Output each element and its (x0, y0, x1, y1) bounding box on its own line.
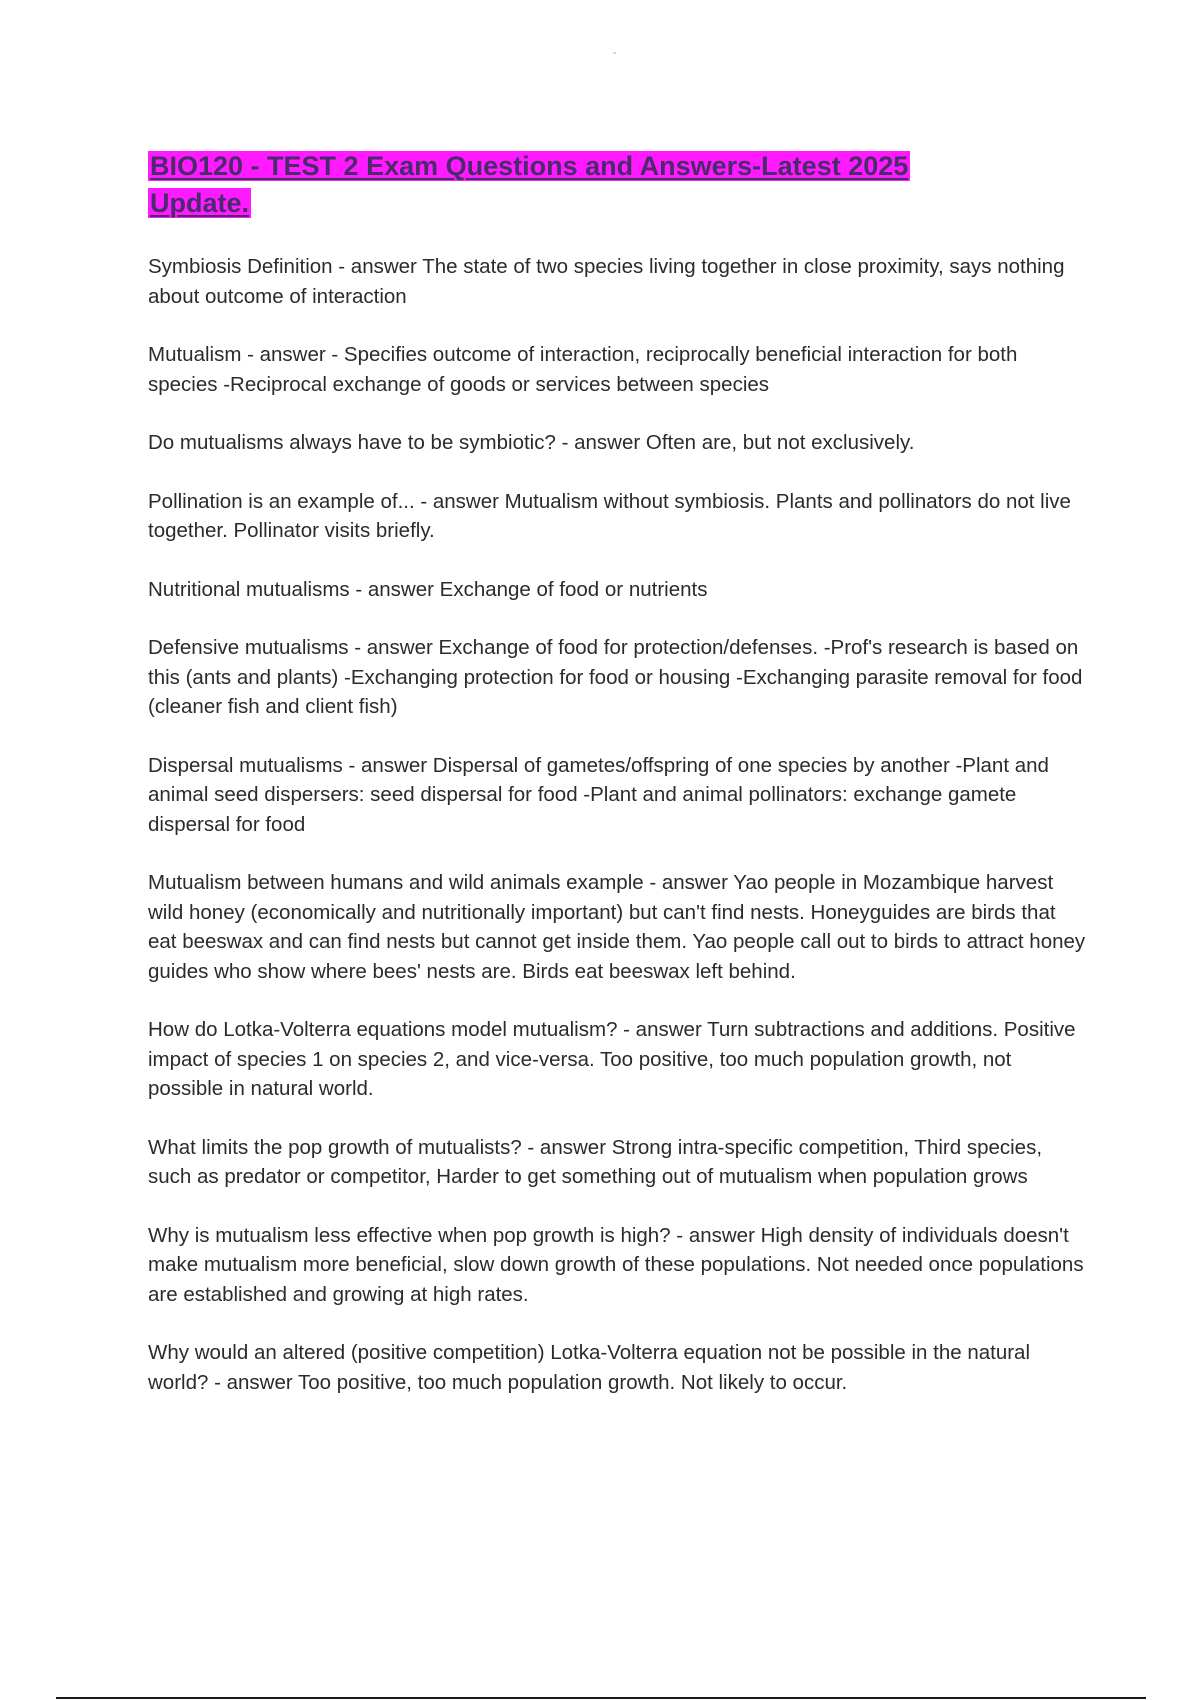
qa-entry-symbiosis-definition: Symbiosis Definition - answer The state of two species living together in close proximity, says nothing about outcome of interaction (148, 255, 1065, 308)
qa-entry-pop-growth-limits: What limits the pop growth of mutualists? - answer Strong intra-specific competition, Third species, such as predator or competitor, Harder to get something out of mutualism when population grows (148, 1135, 1043, 1188)
qa-entry-nutritional-mutualisms: Nutritional mutualisms - answer Exchange of food or nutrients (148, 577, 708, 601)
qa-entry-pollination: Pollination is an example of... - answer Mutualism without symbiosis. Plants and pollinators do not live together. Pollinator visits briefly. (148, 489, 1071, 542)
document-title (148, 148, 968, 222)
page-speck (613, 52, 616, 54)
qa-entry-mutualisms-symbiotic: Do mutualisms always have to be symbiotic? - answer Often are, but not exclusively. (148, 431, 915, 454)
qa-entry-mutualism: Mutualism - answer - Specifies outcome of interaction, reciprocally beneficial interaction for both species -Reciprocal exchange of goods or services between species (148, 343, 1018, 396)
qa-entry-mutualism-less-effective: Why is mutualism less effective when pop growth is high? - answer High density of individuals doesn't make mutualism more beneficial, slow down growth of these populations. Not needed once populations are established and growing at high rates. (148, 1223, 1084, 1306)
qa-list (148, 252, 1088, 1426)
qa-entry-lotka-volterra-model: How do Lotka-Volterra equations model mutualism? - answer Turn subtractions and additions. Positive impact of species 1 on species 2, and vice-versa. Too positive, too much population growth, not possible in natural world. (148, 1018, 1076, 1100)
document-title-text: BIO120 - TEST 2 Exam Questions and Answers-Latest 2025 Update. (150, 151, 909, 218)
qa-entry-humans-wild-animals: Mutualism between humans and wild animals example - answer Yao people in Mozambique harvest wild honey (economically and nutritionally important) but can't find nests. Honeyguides are birds that eat beeswax and can find nests but cannot get inside them. Yao people call out to birds to attract honey guides who show where bees' nests are. Birds eat beeswax left behind. (148, 871, 1086, 983)
bottom-divider (56, 1697, 1146, 1699)
qa-entry-dispersal-mutualisms: Dispersal mutualisms - answer Dispersal of gametes/offspring of one species by another -Plant and animal seed dispersers: seed dispersal for food -Plant and animal pollinators: exchange gamete dispersal for food (148, 753, 1049, 836)
qa-entry-defensive-mutualisms: Defensive mutualisms - answer Exchange of food for protection/defenses. -Prof's research is based on this (ants and plants) -Exchanging protection for food or housing -Exchanging parasite removal for food (cleaner fish and client fish) (148, 636, 1083, 718)
qa-entry-altered-lotka-volterra: Why would an altered (positive competition) Lotka-Volterra equation not be possible in the natural world? - answer Too positive, too much population growth. Not likely to occur. (148, 1341, 1031, 1394)
